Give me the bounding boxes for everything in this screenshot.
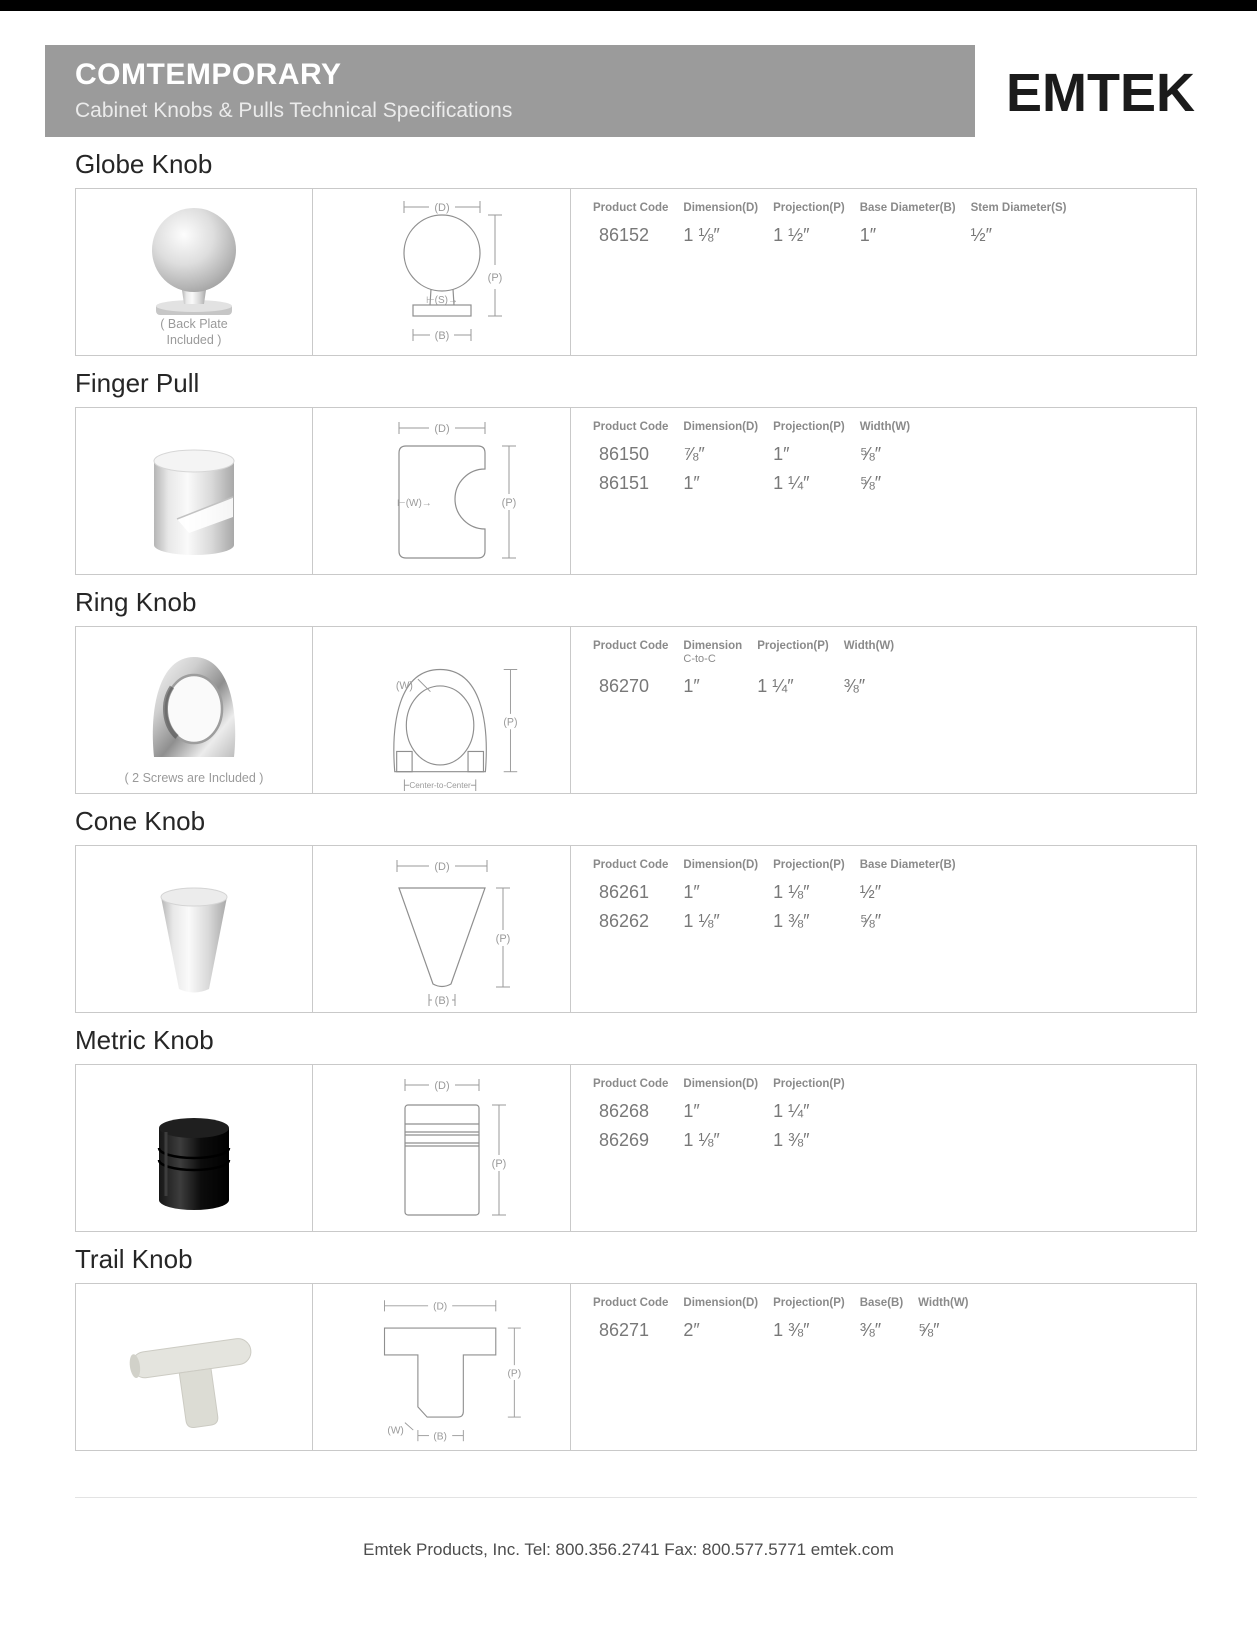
dim-label-w: (W) (386, 1425, 404, 1437)
spec-value: 1″ (683, 1101, 700, 1121)
column-header: Width(W) (859, 421, 911, 433)
caption-line: ( 2 Screws are Included ) (124, 770, 264, 785)
column-header: Projection(P) (773, 202, 845, 214)
ring-knob-technical-drawing (337, 629, 547, 791)
top-accent-bar (0, 0, 1257, 11)
section-globe-knob (75, 149, 1197, 356)
spec-table-cell (571, 408, 1196, 574)
column-header-subtext: C-to-C (683, 653, 716, 665)
spec-value: 86262 (599, 911, 650, 931)
spec-value: ⅝″ (859, 911, 882, 931)
table-row (591, 472, 923, 501)
spec-table (591, 1078, 858, 1158)
dim-label-p: (P) (491, 1158, 506, 1170)
dim-label-s: ⊢(S)→ (425, 295, 458, 306)
spec-table-cell (571, 846, 1196, 1012)
spec-box (75, 845, 1197, 1013)
document-title: COMTEMPORARY (75, 58, 342, 91)
column-header: Projection(P) (773, 859, 845, 871)
table-row (591, 1129, 858, 1158)
document-subtitle: Cabinet Knobs & Pulls Technical Specifications (75, 99, 513, 122)
dim-label-w: ⊢(W)→ (396, 498, 432, 509)
column-header: Stem Diameter(S) (970, 202, 1067, 214)
spec-value: 1 ¼″ (773, 1101, 810, 1121)
column-header: Base(B) (859, 1297, 904, 1309)
spec-value: 1 ½″ (773, 225, 810, 245)
header-banner (45, 45, 975, 137)
dim-label-p: (P) (495, 933, 510, 945)
spec-value: 1″ (683, 473, 700, 493)
spec-value: 1 ¼″ (757, 676, 794, 696)
spec-value: 86269 (599, 1130, 650, 1150)
spec-value: ⅝″ (859, 444, 882, 464)
cone-knob-photo (119, 859, 269, 999)
spec-value: ⅞″ (683, 444, 705, 464)
column-header: Base Diameter(B) (859, 202, 956, 214)
spec-value: 1″ (773, 444, 790, 464)
spec-table (591, 859, 969, 939)
spec-value: 1 ⅛″ (683, 225, 720, 245)
column-header: Base Diameter(B) (859, 859, 956, 871)
spec-table (591, 1297, 982, 1348)
spec-value: ½″ (970, 225, 992, 245)
section-finger-pull (75, 368, 1197, 575)
ring-knob-photo (119, 631, 269, 761)
dim-label-p: (P) (487, 272, 502, 284)
spec-value: 1 ⅜″ (773, 911, 810, 931)
spec-table-cell (571, 1284, 1196, 1450)
spec-table (591, 640, 907, 704)
column-header: Product Code (593, 640, 669, 652)
spec-value: 1″ (683, 676, 700, 696)
section-title: Finger Pull (75, 368, 200, 398)
section-title: Trail Knob (75, 1244, 193, 1274)
column-header: Dimension C-to-C (683, 640, 743, 665)
spec-value: 1 ⅜″ (773, 1320, 810, 1340)
spec-box (75, 407, 1197, 575)
column-header: Projection(P) (757, 640, 829, 652)
table-row (591, 224, 1079, 253)
spec-value: 1″ (683, 882, 700, 902)
dim-label-p: (P) (507, 1368, 521, 1380)
spec-value: ⅜″ (843, 676, 866, 696)
spec-box (75, 188, 1197, 356)
table-row (591, 443, 923, 472)
technical-drawing-cell (313, 846, 571, 1012)
metric-knob-technical-drawing (337, 1069, 547, 1227)
footer-divider (75, 1497, 1197, 1498)
spec-value: ½″ (859, 882, 882, 902)
trail-knob-photo (114, 1297, 274, 1437)
dim-label-p: (P) (502, 716, 518, 729)
spec-value: 86150 (599, 444, 650, 464)
spec-value: 1 ⅛″ (683, 911, 720, 931)
column-header: Projection(P) (773, 1078, 845, 1090)
column-header: Product Code (593, 1297, 669, 1309)
dim-label-b: (B) (432, 1431, 447, 1443)
table-row (591, 1100, 858, 1129)
technical-drawing-cell (313, 408, 571, 574)
dim-label-b: (B) (434, 995, 449, 1007)
column-header: Projection(P) (773, 421, 845, 433)
spec-value: ⅝″ (918, 1320, 940, 1340)
spec-value: 1″ (859, 225, 877, 245)
technical-drawing-cell (313, 627, 571, 793)
column-header: Dimension(D) (683, 1078, 759, 1090)
product-photo-cell (76, 408, 313, 574)
spec-value: 86261 (599, 882, 650, 902)
column-header: Dimension(D) (683, 859, 759, 871)
spec-sheet-content (0, 137, 1257, 1560)
table-row (591, 910, 969, 939)
technical-drawing-cell (313, 1065, 571, 1231)
section-title: Ring Knob (75, 587, 197, 617)
photo-caption (76, 316, 312, 349)
table-row (591, 1319, 982, 1348)
spec-table (591, 421, 923, 501)
column-header: Projection(P) (773, 1297, 845, 1309)
spec-table-cell (571, 1065, 1196, 1231)
section-title: Cone Knob (75, 806, 206, 836)
spec-value: 1 ⅛″ (773, 882, 810, 902)
product-photo-cell (76, 846, 313, 1012)
column-header: Dimension(D) (683, 1297, 759, 1309)
spec-table (591, 202, 1079, 253)
dim-label-w: (W) (395, 679, 413, 692)
caption-line: ( Back Plate (160, 316, 228, 331)
product-photo-cell (76, 1065, 313, 1231)
spec-box (75, 1064, 1197, 1232)
spec-value: 86151 (599, 473, 650, 493)
dim-label-center-to-center: Center-to-Center (408, 781, 471, 791)
section-title: Metric Knob (75, 1025, 214, 1055)
photo-caption (76, 770, 312, 786)
dim-label-p: (P) (501, 497, 516, 509)
dim-label-d: (D) (433, 861, 450, 873)
column-header: Product Code (593, 421, 669, 433)
metric-knob-photo (119, 1078, 269, 1218)
dim-label-d: (D) (432, 1301, 447, 1313)
dim-label-d: (D) (433, 202, 450, 214)
spec-value: 1 ⅜″ (773, 1130, 810, 1150)
spec-box (75, 626, 1197, 794)
section-title: Globe Knob (75, 149, 213, 179)
spec-value: 86268 (599, 1101, 650, 1121)
spec-value: ⅜″ (859, 1320, 882, 1340)
section-cone-knob (75, 806, 1197, 1013)
spec-table-cell (571, 189, 1196, 355)
spec-value: 86270 (599, 676, 650, 696)
cone-knob-technical-drawing (337, 850, 547, 1008)
spec-value: 1 ⅛″ (683, 1130, 720, 1150)
product-photo-cell (76, 1284, 313, 1450)
section-ring-knob (75, 587, 1197, 794)
footer-contact-info: Emtek Products, Inc. Tel: 800.356.2741 Fax: 800.577.5771 emtek.com (363, 1540, 894, 1559)
globe-knob-photo (119, 192, 269, 324)
column-header: Product Code (593, 1078, 669, 1090)
dim-label-d: (D) (433, 1080, 450, 1092)
finger-pull-technical-drawing (337, 412, 547, 570)
spec-value: 1 ¼″ (773, 473, 810, 493)
table-row (591, 675, 907, 704)
spec-value: 2″ (683, 1320, 700, 1340)
technical-drawing-cell (313, 1284, 571, 1450)
column-header: Product Code (593, 859, 669, 871)
section-metric-knob (75, 1025, 1197, 1232)
dim-label-b: (B) (434, 330, 449, 342)
caption-line: Included ) (166, 332, 222, 347)
spec-value: 86152 (599, 225, 650, 245)
spec-value: ⅝″ (859, 473, 882, 493)
emtek-logo: EMTEK (1006, 63, 1195, 123)
trail-knob-technical-drawing (340, 1289, 544, 1445)
technical-drawing-cell (313, 189, 571, 355)
dim-label-d: (D) (433, 423, 450, 435)
column-header: Product Code (593, 202, 669, 214)
product-photo-cell (76, 627, 313, 793)
column-header: Dimension(D) (683, 202, 759, 214)
product-photo-cell (76, 189, 313, 355)
spec-table-cell (571, 627, 1196, 793)
column-header: Width(W) (918, 1297, 969, 1309)
spec-value: 86271 (599, 1320, 650, 1340)
column-header: Dimension(D) (683, 421, 759, 433)
globe-knob-technical-drawing (337, 193, 547, 351)
section-trail-knob (75, 1244, 1197, 1451)
finger-pull-photo (119, 421, 269, 561)
table-row (591, 881, 969, 910)
spec-box (75, 1283, 1197, 1451)
column-header: Width(W) (843, 640, 895, 652)
